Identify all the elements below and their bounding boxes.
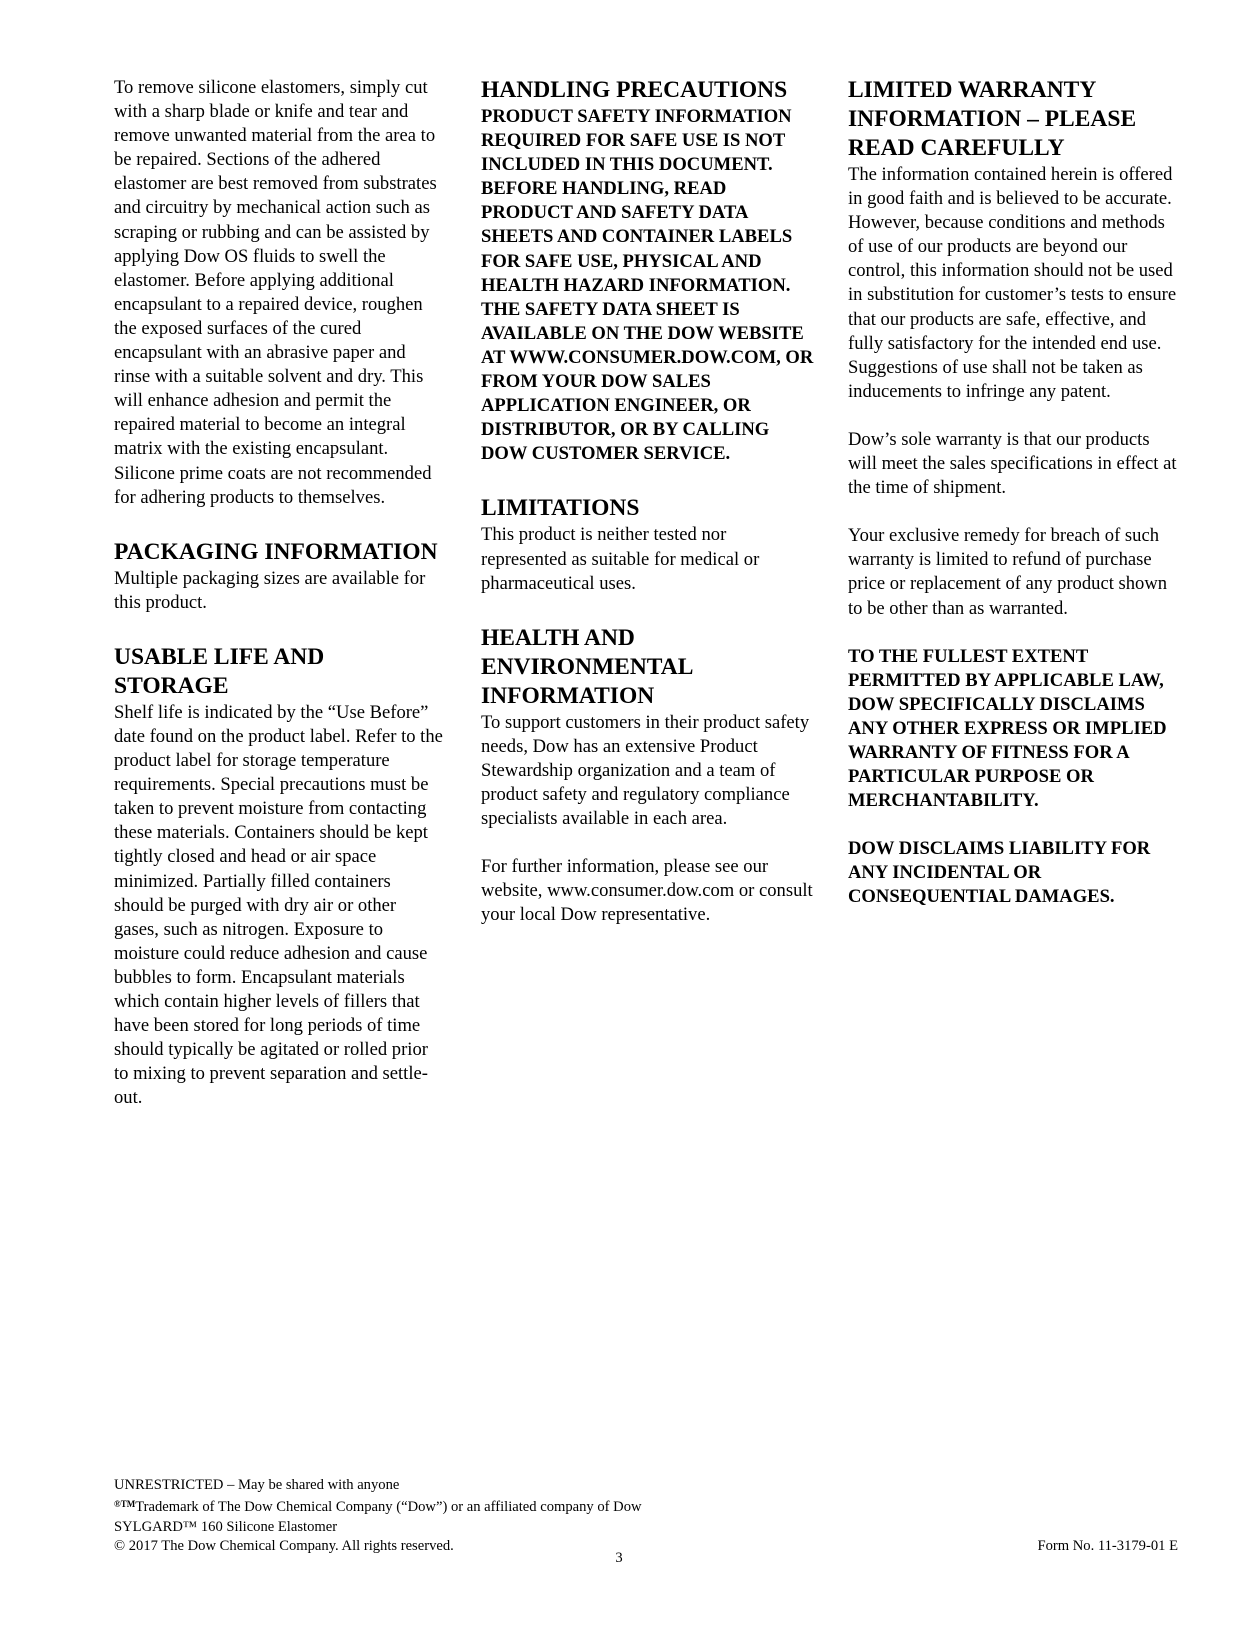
footer-product-name: SYLGARD™ 160 Silicone Elastomer	[114, 1518, 338, 1535]
column-left	[114, 76, 444, 1110]
disclaimer-1: TO THE FULLEST EXTENT PERMITTED BY APPLICABLE LAW, DOW SPECIFICALLY DISCLAIMS ANY OTHER EXPRESS OR IMPLIED WARRANTY OF FITNESS FOR A PARTICULAR PURPOSE OR MERCHANTABILITY.	[848, 645, 1167, 812]
usable-life-heading: USABLE LIFE AND STORAGE	[114, 643, 325, 699]
footer-classification: UNRESTRICTED – May be shared with anyone	[114, 1477, 400, 1493]
footer-copyright: © 2017 The Dow Chemical Company. All rights reserved.	[114, 1538, 454, 1555]
repair-paragraph: To remove silicone elastomers, simply cut with a sharp blade or knife and tear and remove unwanted material from the area to be repaired. Sections of the adhered elastomer are best removed from substrates and circuitry by mechanical action such as scraping or rubbing and can be assisted by applying Dow OS fluids to swell the elastomer. Before applying additional encapsulant to a repaired device, roughen the exposed surfaces of the cured encapsulant with an abrasive paper and rinse with a suitable solvent and dry. This will enhance adhesion and permit the repaired material to become an integral matrix with the existing encapsulant. Silicone prime coats are not recommended for adhering products to themselves.	[114, 77, 437, 508]
packaging-heading: PACKAGING INFORMATION	[114, 538, 438, 565]
handling-heading: HANDLING PRECAUTIONS	[481, 77, 788, 103]
trademark-text: Trademark of The Dow Chemical Company (“Dow”) or an affiliated company of Dow	[135, 1499, 642, 1516]
disclaimer-2: DOW DISCLAIMS LIABILITY FOR ANY INCIDENTAL OR CONSEQUENTIAL DAMAGES.	[848, 838, 1151, 908]
warranty-text-1: The information contained herein is offered in good faith and is believed to be accurate. However, because conditions and methods of use of our products are beyond our control, this information should not be used in substitution for customer’s tests to ensure that our products are safe, effective, and fully satisfactory for the intended end use. Suggestions of use shall not be taken as inducements to infringe any patent.	[848, 164, 1177, 402]
limitations-heading: LIMITATIONS	[481, 495, 640, 522]
limitations-text: This product is neither tested nor represented as suitable for medical or pharmaceutical uses.	[481, 524, 760, 594]
footer-form-number: Form No. 11-3179-01 E	[1037, 1538, 1178, 1555]
footer	[114, 1476, 1178, 1557]
trademark-symbol: ®TM	[114, 1499, 136, 1510]
warranty-text-3: Your exclusive remedy for breach of such warranty is limited to refund of purchase price or replacement of any product shown to be other than as warranted.	[848, 525, 1168, 619]
health-heading: HEALTH AND ENVIRONMENTAL INFORMATION	[481, 624, 693, 709]
health-text-1: To support customers in their product safety needs, Dow has an extensive Product Stewardship organization and a team of product safety and regulatory compliance specialists available in each area.	[481, 711, 810, 830]
column-right	[848, 76, 1183, 910]
packaging-text: Multiple packaging sizes are available for this product.	[114, 567, 426, 613]
usable-life-text: Shelf life is indicated by the “Use Before” date found on the product label. Refer to the product label for storage temperature requirements. Special precautions must be taken to prevent moisture from contacting these materials. Containers should be kept tightly closed and head or air space minimized. Partially filled containers should be purged with dry air or other gases, such as nitrogen. Exposure to moisture could reduce adhesion and cause bubbles to form. Encapsulant materials which contain higher levels of fillers that have been stored for long periods of time should typically be agitated or rolled prior to mixing to prevent separation and settle-out.	[114, 701, 443, 1109]
warranty-heading: LIMITED WARRANTY INFORMATION – PLEASE READ CAREFULLY	[848, 77, 1137, 161]
footer-trademark	[114, 1495, 1178, 1517]
handling-text: PRODUCT SAFETY INFORMATION REQUIRED FOR SAFE USE IS NOT INCLUDED IN THIS DOCUMENT. BEFORE HANDLING, READ PRODUCT AND SAFETY DATA SHEETS AND CONTAINER LABELS FOR SAFE USE, PHYSICAL AND HEALTH HAZARD INFORMATION. THE SAFETY DATA SHEET IS AVAILABLE ON THE DOW WEBSITE AT WWW.CONSUMER.DOW.COM, OR FROM YOUR DOW SALES APPLICATION ENGINEER, OR DISTRIBUTOR, OR BY CALLING DOW CUSTOMER SERVICE.	[481, 106, 814, 465]
warranty-text-2: Dow’s sole warranty is that our products will meet the sales specifications in effect at the time of shipment.	[848, 428, 1177, 499]
column-middle	[481, 76, 816, 927]
health-text-2: For further information, please see our website, www.consumer.dow.com or consult your local Dow representative.	[481, 856, 813, 926]
page-number: 3	[615, 1550, 623, 1566]
